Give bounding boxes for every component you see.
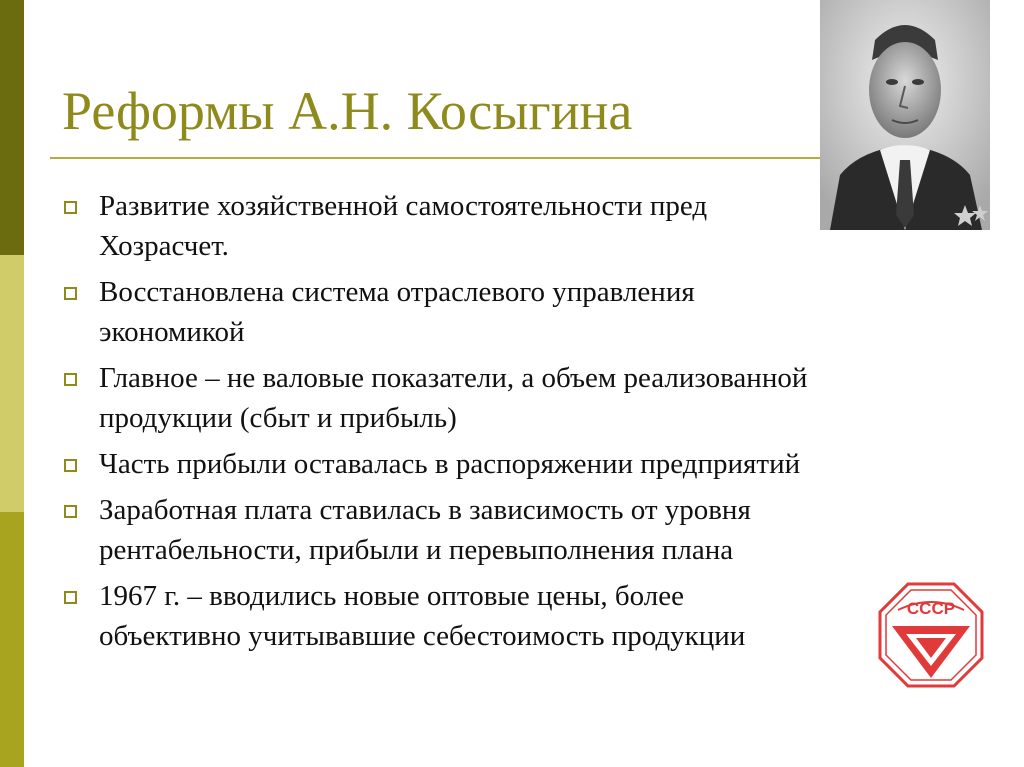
slide-title: Реформы А.Н. Косыгина xyxy=(62,81,633,141)
bullet-list xyxy=(62,186,962,662)
sidebar-segment-mid xyxy=(0,512,24,767)
sidebar-segment-dark xyxy=(0,0,24,255)
square-bullet-icon xyxy=(64,591,77,604)
bullet-item-4 xyxy=(62,444,962,484)
bullet-text-line: Восстановлена система отраслевого управления xyxy=(99,276,695,308)
seal-icon xyxy=(876,580,986,690)
bullet-text-line: объективно учитывавшие себестоимость продукции xyxy=(99,620,746,652)
bullet-text-line: Заработная плата ставилась в зависимость от уровня xyxy=(99,494,751,526)
square-bullet-icon xyxy=(64,459,77,472)
decorative-sidebar xyxy=(0,0,24,767)
bullet-item-6 xyxy=(62,576,962,656)
bullet-text-line: 1967 г. – вводились новые оптовые цены, более xyxy=(99,580,684,612)
portrait-illustration xyxy=(820,0,990,230)
bullet-text-line: рентабельности, прибыли и перевыполнения плана xyxy=(99,534,734,566)
square-bullet-icon xyxy=(64,287,77,300)
bullet-text-line: продукции (сбыт и прибыль) xyxy=(99,402,457,434)
square-bullet-icon xyxy=(64,373,77,386)
bullet-text-line: экономикой xyxy=(99,316,245,348)
portrait-photo xyxy=(820,0,990,230)
bullet-text-line: Хозрасчет. xyxy=(99,230,229,262)
bullet-text-line: Развитие хозяйственной самостоятельности пред xyxy=(99,190,708,222)
bullet-item-5 xyxy=(62,490,962,570)
square-bullet-icon xyxy=(64,201,77,214)
bullet-text-line: Часть прибыли оставалась в распоряжении предприятий xyxy=(99,448,801,480)
bullet-item-2 xyxy=(62,272,962,352)
seal-label: СССР xyxy=(906,599,956,618)
quality-seal-emblem xyxy=(876,580,986,690)
square-bullet-icon xyxy=(64,505,77,518)
bullet-text-line: Главное – не валовые показатели, а объем реализованной xyxy=(99,362,808,394)
sidebar-segment-light xyxy=(0,255,24,512)
title-underline xyxy=(50,157,820,159)
bullet-item-3 xyxy=(62,358,962,438)
